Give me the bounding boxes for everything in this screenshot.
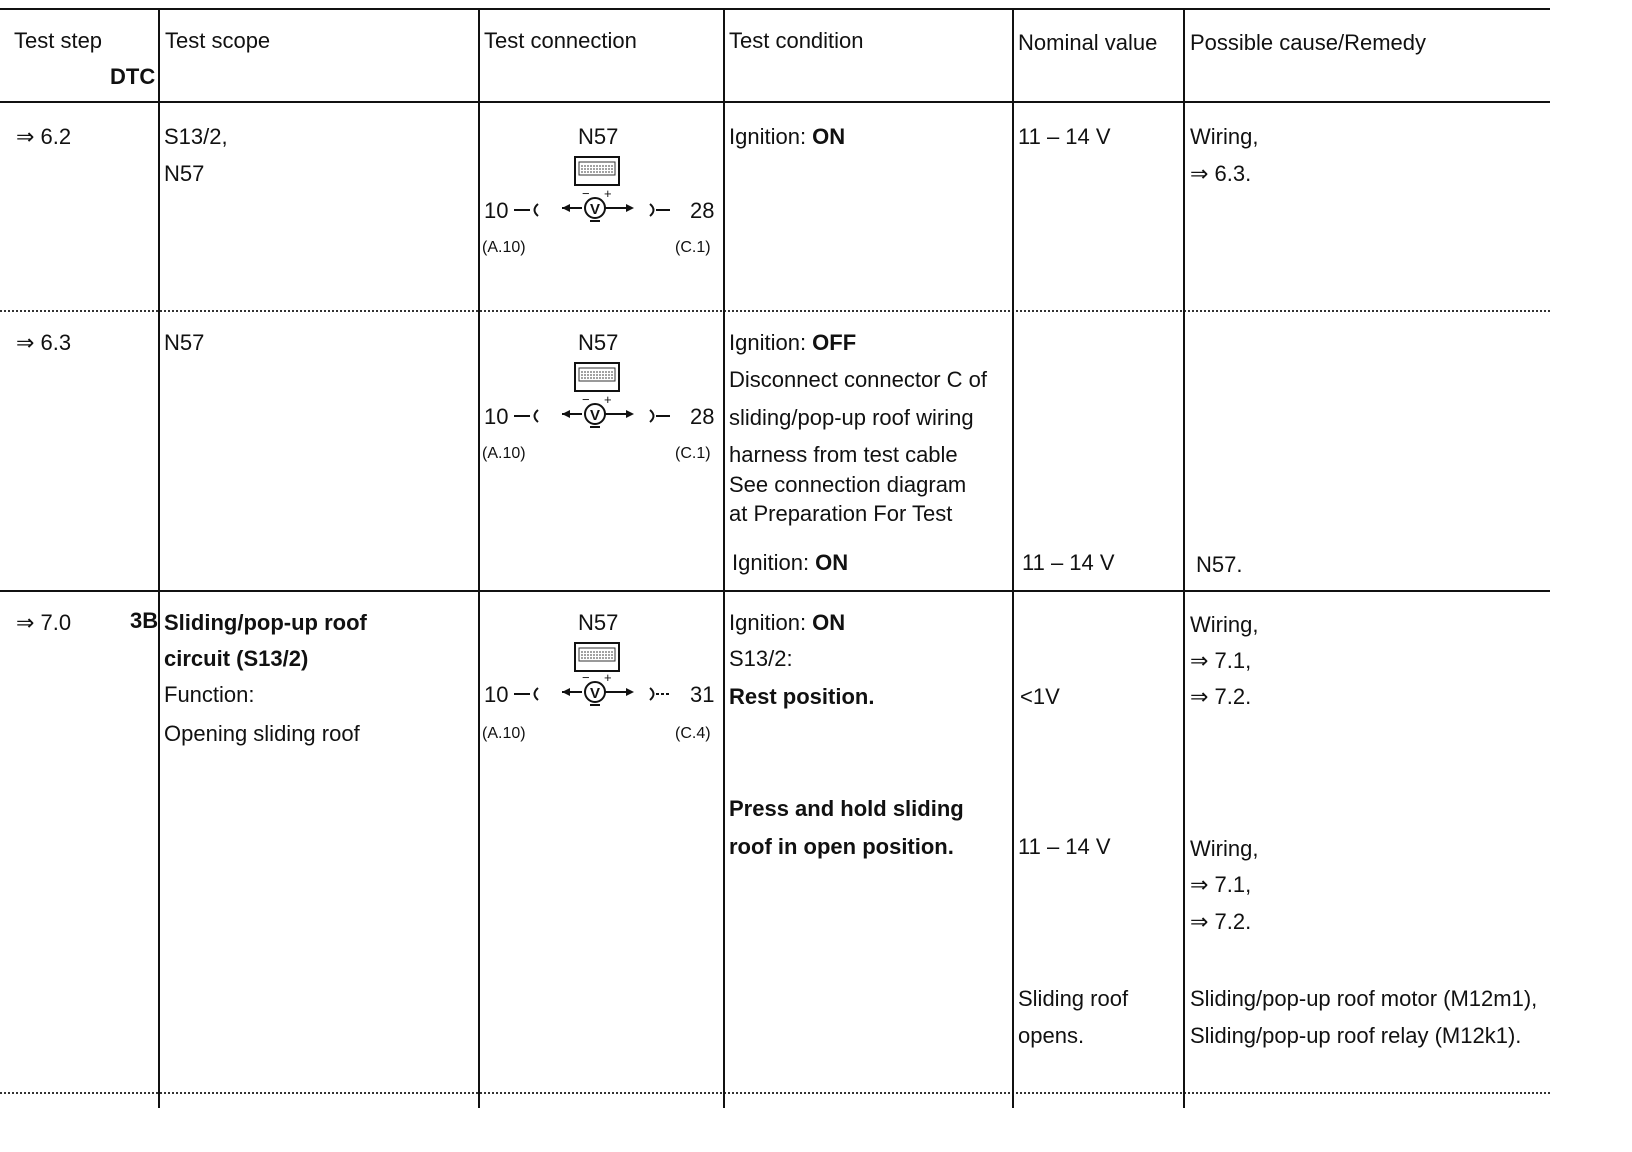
row2-condition-note-2: at Preparation For Test — [729, 501, 953, 526]
bottom-rule — [0, 1092, 1550, 1094]
svg-text:+: + — [604, 394, 612, 407]
svg-text:−: − — [582, 672, 590, 685]
condition-prefix: Ignition: — [729, 124, 813, 149]
right-ref: (C.1) — [675, 239, 711, 256]
row3-scope-title-1: Sliding/pop-up roof — [164, 610, 367, 635]
row2-step: ⇒ 6.3 — [16, 330, 72, 355]
row3-scope-title-2: circuit (S13/2) — [164, 646, 309, 671]
voltmeter-icon — [504, 672, 704, 712]
row2-condition-line-2: sliding/pop-up roof wiring — [729, 405, 974, 430]
row3-nominal-opens-2: opens. — [1018, 1023, 1085, 1048]
col-divider-3 — [723, 8, 725, 1108]
svg-text:V: V — [590, 407, 601, 424]
row1-connection — [478, 118, 723, 268]
condition-prefix: Ignition: — [729, 330, 813, 355]
header-nominal-value: Nominal value — [1018, 30, 1158, 55]
col-divider-5 — [1183, 8, 1185, 1108]
left-ref: (A.10) — [482, 445, 526, 462]
row3-condition-ignition — [729, 612, 845, 634]
row1-remedy-2: ⇒ 6.3. — [1190, 161, 1252, 186]
row3-connection — [478, 604, 723, 754]
right-pin: 28 — [690, 198, 715, 223]
svg-text:−: − — [582, 188, 590, 201]
condition-state: ON — [812, 124, 846, 149]
row3-condition-press-1: Press and hold sliding — [729, 796, 964, 821]
left-pin: 10 — [484, 404, 509, 429]
module-label: N57 — [578, 610, 619, 635]
condition-state: ON — [815, 550, 849, 575]
left-ref: (A.10) — [482, 725, 526, 742]
row3-remedy-5: ⇒ 7.1, — [1190, 872, 1252, 897]
col-divider-1 — [158, 8, 160, 1108]
row2-condition-note-1: See connection diagram — [729, 472, 967, 497]
header-test-connection: Test connection — [484, 28, 637, 53]
row3-scope-function: Function: — [164, 682, 255, 707]
row1-step: ⇒ 6.2 — [16, 124, 72, 149]
header-remedy: Possible cause/Remedy — [1190, 30, 1427, 55]
right-pin: 28 — [690, 404, 715, 429]
row3-remedy-1: Wiring, — [1190, 612, 1259, 637]
row2-condition-line-3: harness from test cable — [729, 442, 958, 467]
right-ref: (C.1) — [675, 445, 711, 462]
row2-nominal: 11 – 14 V — [1022, 550, 1115, 575]
row3-nominal-opens-1: Sliding roof — [1018, 986, 1129, 1011]
voltmeter-icon — [504, 188, 704, 228]
left-pin: 10 — [484, 198, 509, 223]
row3-remedy-6: ⇒ 7.2. — [1190, 909, 1252, 934]
col-divider-4 — [1012, 8, 1014, 1108]
row3-remedy-3: ⇒ 7.2. — [1190, 684, 1252, 709]
row1-scope-2: N57 — [164, 161, 205, 186]
header-test-scope: Test scope — [165, 28, 271, 53]
top-rule — [0, 8, 1550, 10]
row3-remedy-7: Sliding/pop-up roof motor (M12m1), — [1190, 986, 1538, 1011]
row3-condition-press-2: roof in open position. — [729, 834, 954, 859]
row1-scope-1: S13/2, — [164, 124, 228, 149]
svg-text:+: + — [604, 672, 612, 685]
row3-dtc-code: 3B — [130, 608, 159, 633]
left-pin: 10 — [484, 682, 509, 707]
row2-connection — [478, 324, 723, 474]
header-test-condition: Test condition — [729, 28, 864, 53]
condition-prefix: Ignition: — [732, 550, 816, 575]
row2-condition-ignition — [729, 332, 856, 354]
row2-condition-ignition-2 — [732, 552, 848, 574]
right-ref: (C.4) — [675, 725, 711, 742]
row1-remedy-1: Wiring, — [1190, 124, 1259, 149]
module-box-icon — [574, 362, 620, 392]
header-test-step: Test step — [14, 28, 103, 53]
svg-text:−: − — [582, 394, 590, 407]
svg-text:+: + — [604, 188, 612, 201]
row1-condition — [729, 126, 845, 148]
row2-remedy: N57. — [1196, 552, 1243, 577]
row3-remedy-8: Sliding/pop-up roof relay (M12k1). — [1190, 1023, 1522, 1048]
right-pin: 31 — [690, 682, 715, 707]
row3-remedy-4: Wiring, — [1190, 836, 1259, 861]
condition-state: OFF — [812, 330, 857, 355]
row3-condition-s-label: S13/2: — [729, 646, 793, 671]
condition-prefix: Ignition: — [729, 610, 813, 635]
module-box-icon — [574, 642, 620, 672]
condition-state: ON — [812, 610, 846, 635]
module-label: N57 — [578, 330, 619, 355]
row-separator-1 — [0, 310, 1550, 312]
module-label: N57 — [578, 124, 619, 149]
row2-condition-line-1: Disconnect connector C of — [729, 367, 988, 392]
row3-nominal-rest: <1V — [1020, 684, 1060, 709]
row-separator-2 — [0, 590, 1550, 592]
row1-nominal: 11 – 14 V — [1018, 124, 1111, 149]
header-dtc: DTC — [110, 64, 156, 89]
row3-step: ⇒ 7.0 — [16, 610, 72, 635]
svg-text:V: V — [590, 201, 601, 218]
header-rule — [0, 101, 1550, 103]
voltmeter-icon — [504, 394, 704, 434]
row3-nominal-open: 11 – 14 V — [1018, 834, 1111, 859]
svg-text:V: V — [590, 685, 601, 702]
row3-condition-rest: Rest position. — [729, 684, 875, 709]
row3-scope-function-desc: Opening sliding roof — [164, 721, 360, 746]
row3-remedy-2: ⇒ 7.1, — [1190, 648, 1252, 673]
module-box-icon — [574, 156, 620, 186]
left-ref: (A.10) — [482, 239, 526, 256]
row2-scope-1: N57 — [164, 330, 205, 355]
